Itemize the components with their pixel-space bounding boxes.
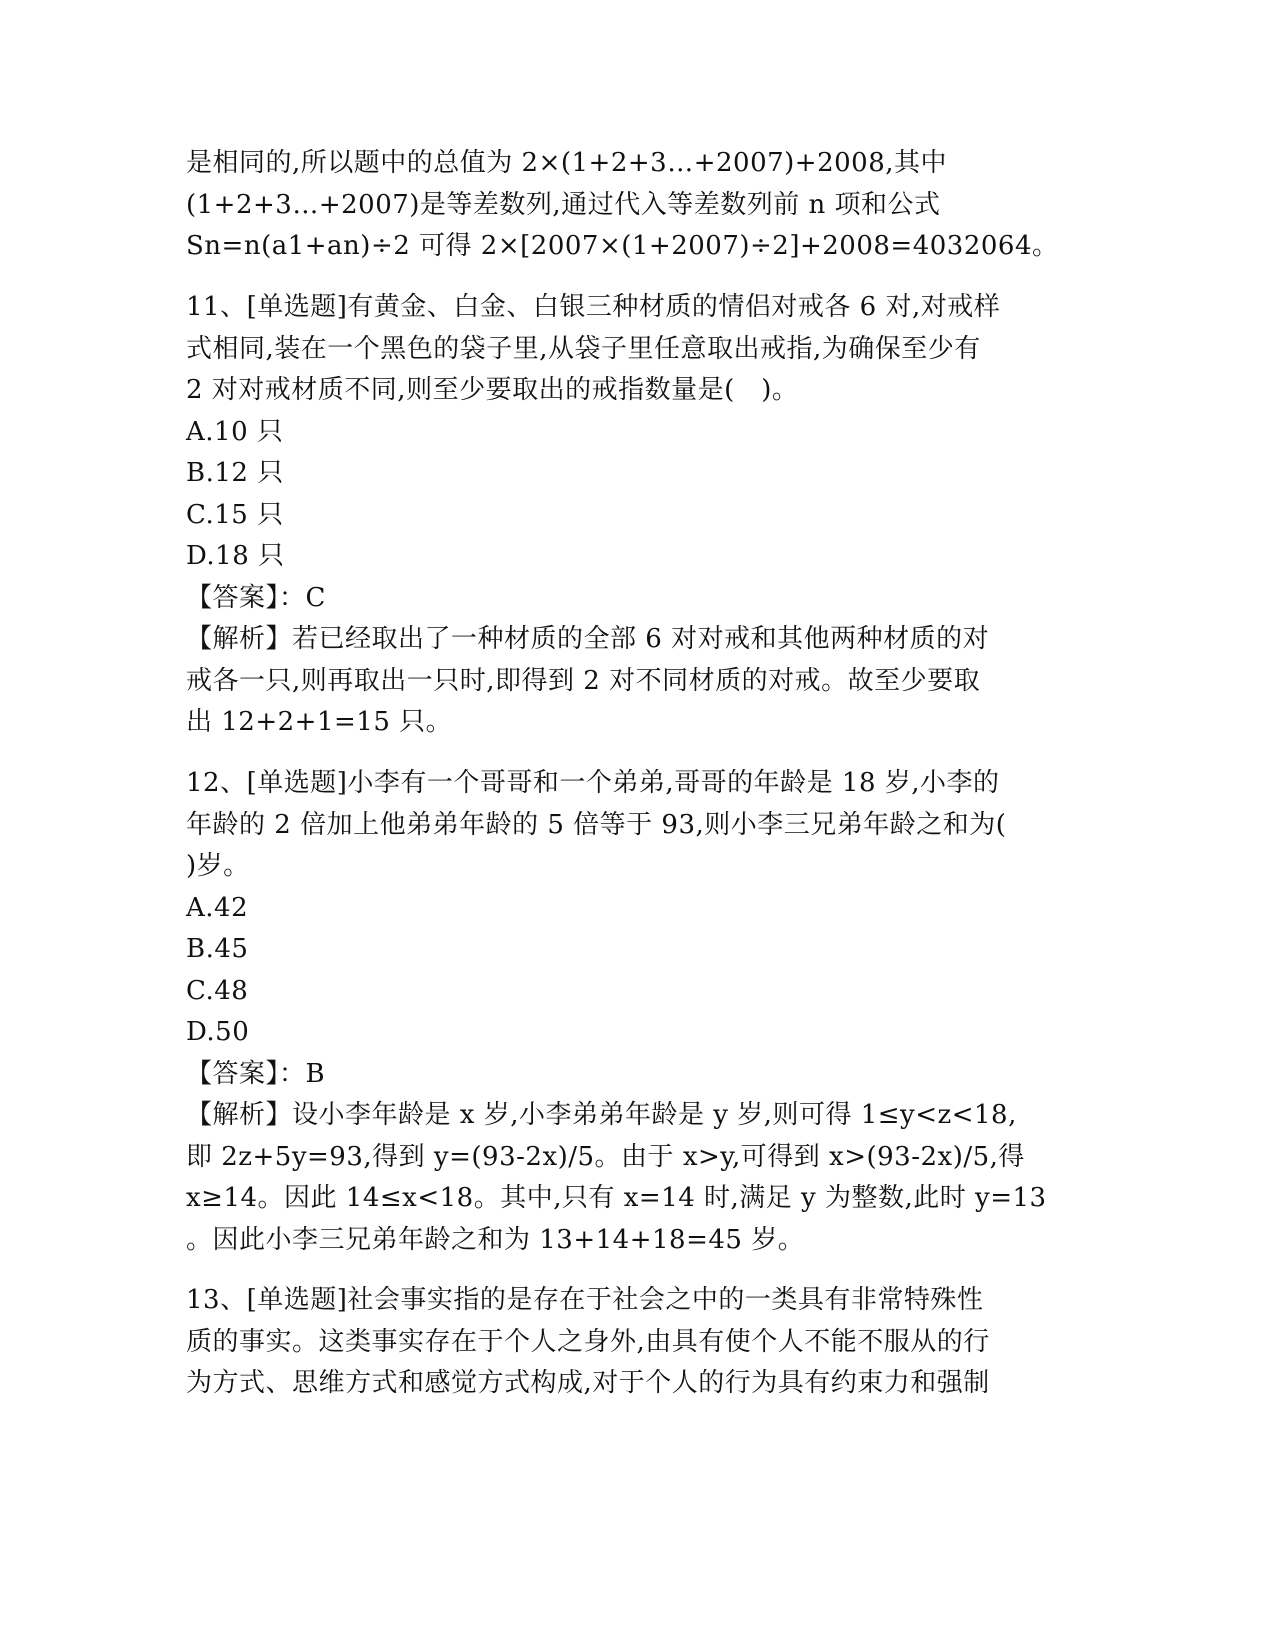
q13-stem-line: 13、[单选题]社会事实指的是存在于社会之中的一类具有非常特殊性 <box>186 1285 984 1315</box>
q12-stem-line: )岁。 <box>186 851 250 881</box>
q11-analysis-line: 【解析】若已经取出了一种材质的全部 6 对对戒和其他两种材质的对 <box>186 624 990 654</box>
q12-analysis-line: 【解析】设小李年龄是 x 岁,小李弟弟年龄是 y 岁,则可得 1≤y<z<18, <box>186 1100 1017 1130</box>
q12-option-d: D.50 <box>186 1017 250 1047</box>
q11-option-d: D.18 只 <box>186 541 285 571</box>
q12-option-c: C.48 <box>186 976 249 1006</box>
q12-option-b: B.45 <box>186 934 249 964</box>
intro-line: (1+2+3…+2007)是等差数列,通过代入等差数列前 n 项和公式 <box>186 190 941 220</box>
q11-analysis-line: 戒各一只,则再取出一只时,即得到 2 对不同材质的对戒。故至少要取 <box>186 666 981 696</box>
q11-option-c: C.15 只 <box>186 500 284 530</box>
q11-option-a: A.10 只 <box>186 417 284 447</box>
intro-line: Sn=n(a1+an)÷2 可得 2×[2007×(1+2007)÷2]+2008=4032064。 <box>186 231 1059 261</box>
q11-option-b: B.12 只 <box>186 458 284 488</box>
q13-stem-line: 为方式、思维方式和感觉方式构成,对于个人的行为具有约束力和强制 <box>186 1368 990 1398</box>
q13-stem-line: 质的事实。这类事实存在于个人之身外,由具有使个人不能不服从的行 <box>186 1327 990 1357</box>
q11-answer: 【答案】：C <box>186 583 326 613</box>
intro-line: 是相同的,所以题中的总值为 2×(1+2+3…+2007)+2008,其中 <box>186 148 948 178</box>
q12-analysis-line: 即 2z+5y=93,得到 y=(93-2x)/5。由于 x>y,可得到 x>(93-2x)/5,得 <box>186 1142 1025 1172</box>
q11-stem-line: 式相同,装在一个黑色的袋子里,从袋子里任意取出戒指,为确保至少有 <box>186 334 981 364</box>
q12-analysis-line: 。因此小李三兄弟年龄之和为 13+14+18=45 岁。 <box>186 1225 805 1255</box>
q11-analysis-line: 出 12+2+1=15 只。 <box>186 707 453 737</box>
q11-stem-line: 11、[单选题]有黄金、白金、白银三种材质的情侣对戒各 6 对,对戒样 <box>186 292 1001 322</box>
q11-stem-line: 2 对对戒材质不同,则至少要取出的戒指数量是( )。 <box>186 375 799 405</box>
q12-answer: 【答案】：B <box>186 1059 326 1089</box>
q12-analysis-line: x≥14。因此 14≤x<18。其中,只有 x=14 时,满足 y 为整数,此时 y=13 <box>186 1183 1047 1213</box>
q12-stem-line: 12、[单选题]小李有一个哥哥和一个弟弟,哥哥的年龄是 18 岁,小李的 <box>186 768 1000 798</box>
q12-option-a: A.42 <box>186 893 249 923</box>
q12-stem-line: 年龄的 2 倍加上他弟弟年龄的 5 倍等于 93,则小李三兄弟年龄之和为( <box>186 810 1007 840</box>
